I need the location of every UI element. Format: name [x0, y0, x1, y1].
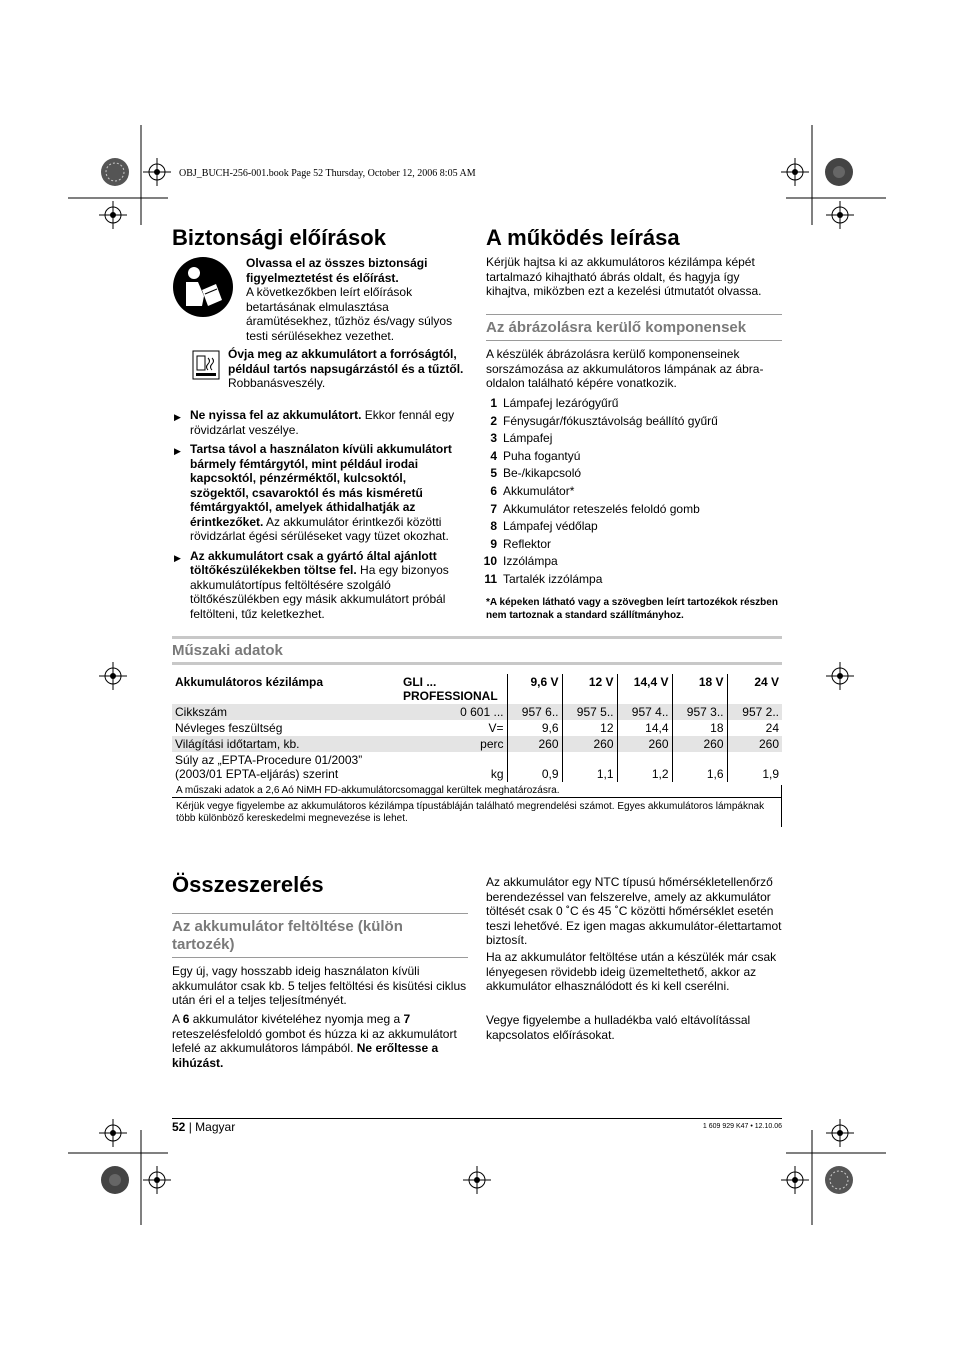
- voltage-header: 18 V: [672, 674, 727, 704]
- file-header: OBJ_BUCH-256-001.book Page 52 Thursday, October 12, 2006 8:05 AM: [179, 168, 476, 179]
- list-item: 3 Lámpafej: [490, 431, 553, 446]
- rule: [172, 636, 782, 639]
- tech-table: [172, 674, 782, 782]
- list-item: 5 Be-/kikapcsoló: [490, 466, 582, 481]
- components-list: [481, 395, 781, 589]
- list-item: 2 Fénysugár/fókusztávolság beállító gyűrű: [490, 413, 718, 428]
- color-wheel-icon: [100, 157, 130, 187]
- registration-mark-icon: [826, 1119, 854, 1147]
- footer-page: 52 | Magyar: [172, 1120, 236, 1134]
- voltage-header: 14,4 V: [617, 674, 672, 704]
- list-item: 6 Akkumulátor*: [490, 483, 575, 498]
- heat-warning: Óvja meg az akkumulátort a forróságtól, például tartós napsugárzástól és a tűztől. Robbanásveszély.: [228, 347, 464, 390]
- list-item: 1 Lámpafej lezárógyűrű: [490, 396, 619, 410]
- table-row: Világítási időtartam, kb. perc 260 260 260 260 260: [172, 736, 782, 752]
- function-intro: Kérjük hajtsa ki az akkumulátoros kézilámpa képét tartalmazó kihajtható ábrás oldalt, és hagyja így kihajtva, miközben ezt a kezelési útmutatót olvassa.: [486, 255, 762, 298]
- table-row: Cikkszám 0 601 ... 957 6.. 957 5.. 957 4.. 957 3.. 957 2..: [172, 704, 782, 720]
- list-item: 9 Reflektor: [490, 536, 552, 551]
- registration-mark-icon: [781, 158, 809, 186]
- voltage-header: 9,6 V: [507, 674, 562, 704]
- safety-bullets: [174, 408, 468, 626]
- registration-mark-icon: [781, 1166, 809, 1194]
- registration-mark-icon: [143, 1166, 171, 1194]
- charge-p2: A 6 akkumulátor kivételéhez nyomja meg a 7 reteszelésfeloldó gombot és húzza ki az akkumulátort lefelé az akkumulátoros lámpából. Ne erőltesse a kihúzást.: [172, 1012, 457, 1070]
- ntc-paragraph: Az akkumulátor egy NTC típusú hőmérsékletellenőrző berendezéssel van felszerelve, amely az akkumulátor töltését csak 0 ˚C és 45 ˚C közötti hőmérséklet esetén teszi lehetővé. Ez igen magas akkumulátor-élettartamot biztosít.: [486, 875, 782, 947]
- replace-paragraph: Ha az akkumulátor feltöltése után a készülék már csak lényegesen rövidebb ideig üzemeltethető, akkor az akkumulátor elhasználódott és ki kell cserélni.: [486, 950, 777, 993]
- bullet-arrow-icon: ▶: [174, 552, 181, 563]
- components-footnote: *A képeken látható vagy a szövegben leírt tartozékok részben nem tartoznak a standard szállítmányhoz.: [486, 597, 778, 621]
- list-item: 10 Izzólámpa: [483, 554, 558, 569]
- bullet-arrow-icon: ▶: [174, 446, 181, 456]
- rule: [781, 785, 782, 827]
- table-row: Súly az „EPTA-Procedure 01/2003” (2003/01 EPTA-eljárás) szerint kg 0,9 1,1 1,2 1,6 1,9: [172, 752, 782, 782]
- rule: [172, 913, 468, 914]
- list-item: 11 Tartalék izzólámpa: [484, 571, 603, 586]
- components-title: Az ábrázolásra kerülő komponensek: [486, 319, 747, 336]
- safety-warning: Olvassa el az összes biztonsági figyelmeztetést és előírást. A következőkben leírt előírások betartásának elmulasztása áramütésekhez, tűzhöz és/vagy súlyos testi sérülésekhez vezethet.: [246, 256, 453, 343]
- registration-mark-icon: [143, 158, 171, 186]
- table-row: Névleges feszültség V= 9,6 12 14,4 18 24: [172, 720, 782, 736]
- list-item: 4 Puha fogantyú: [490, 448, 581, 463]
- registration-mark-icon: [826, 201, 854, 229]
- registration-mark-icon: [826, 662, 854, 690]
- charge-title: Az akkumulátor feltöltése (külön tartozék): [172, 918, 403, 953]
- rule: [172, 957, 468, 958]
- rule: [172, 797, 782, 798]
- read-manual-icon: [172, 256, 234, 318]
- bullet-arrow-icon: ▶: [174, 412, 181, 422]
- rule: [172, 662, 782, 665]
- color-wheel-icon: [824, 1165, 854, 1195]
- list-item: 8 Lámpafej védőlap: [490, 519, 598, 534]
- bullet-item: ▶ Tartsa távol a használaton kívüli akkumulátort bármely fémtárgytól, mint például irodai kapcsoktól, pénzérméktől, kulcsoktól, szögektől, csavaroktól és más kisméretű fémtárgyaktól, amelyek áthidalhatják az érintkezőket. Az akkumulátor érintkezői közötti rövidzárlat égési sérüléseket vagy tüzet okozhat.: [174, 442, 452, 543]
- registration-mark-icon: [463, 1166, 491, 1194]
- bullet-item: ▶ Ne nyissa fel az akkumulátort. Ekkor fennál egy rövidzárlat veszélye.: [174, 408, 455, 437]
- color-wheel-icon: [824, 157, 854, 187]
- rule: [486, 314, 782, 315]
- footer-rule: [172, 1118, 782, 1119]
- components-intro: A készülék ábrázolásra kerülő komponenseinek sorszámozása az akkumulátoros lámpának az ábra-oldalon található képére vonatkozik.: [486, 347, 764, 390]
- product-header: Akkumulátoros kézilámpa: [175, 675, 324, 689]
- list-item: 7 Akkumulátor reteszelés feloldó gomb: [490, 501, 700, 516]
- charge-p1: Egy új, vagy hosszabb ideig használaton kívüli akkumulátor csak kb. 5 teljes feltöltési és kisütési ciklus után éri el a teljes teljesítményét.: [172, 964, 467, 1007]
- tech-note-1: A műszaki adatok a 2,6 Aó NiMH FD-akkumulátorcsomaggal kerültek meghatározásra.: [176, 785, 560, 796]
- battery-heat-icon: [192, 350, 220, 380]
- color-wheel-icon: [100, 1165, 130, 1195]
- function-title: A működés leírása: [486, 225, 680, 250]
- registration-mark-icon: [99, 662, 127, 690]
- tech-title: Műszaki adatok: [172, 642, 283, 659]
- voltage-header: 12 V: [562, 674, 617, 704]
- registration-mark-icon: [99, 201, 127, 229]
- rule: [486, 340, 782, 341]
- footer-code: 1 609 929 K47 • 12.10.06: [702, 1123, 782, 1130]
- tech-note-2: Kérjük vegye figyelembe az akkumulátoros kézilámpa típustábláján található megrendelési számot. Egyes akkumulátoros lámpáknak több különböző kereskedelmi megnevezése is lehet.: [176, 801, 765, 824]
- registration-mark-icon: [99, 1119, 127, 1147]
- bullet-item: ▶ Az akkumulátort csak a gyártó által ajánlott töltőkészülékekben töltse fel. Ha egy bizonyos akkumulátortípus feltöltésére szolgáló töltőkészülékben egy másik akkumulátort próbál feltölteni, tűz keletkezhet.: [174, 548, 449, 621]
- model-header: GLI ... PROFESSIONAL: [403, 675, 498, 703]
- disposal-paragraph: Vegye figyelembe a hulladékba való eltávolítással kapcsolatos előírásokat.: [486, 1013, 751, 1042]
- voltage-header: 24 V: [727, 674, 782, 704]
- safety-title: Biztonsági előírások: [172, 225, 386, 250]
- assembly-title: Összeszerelés: [172, 872, 324, 897]
